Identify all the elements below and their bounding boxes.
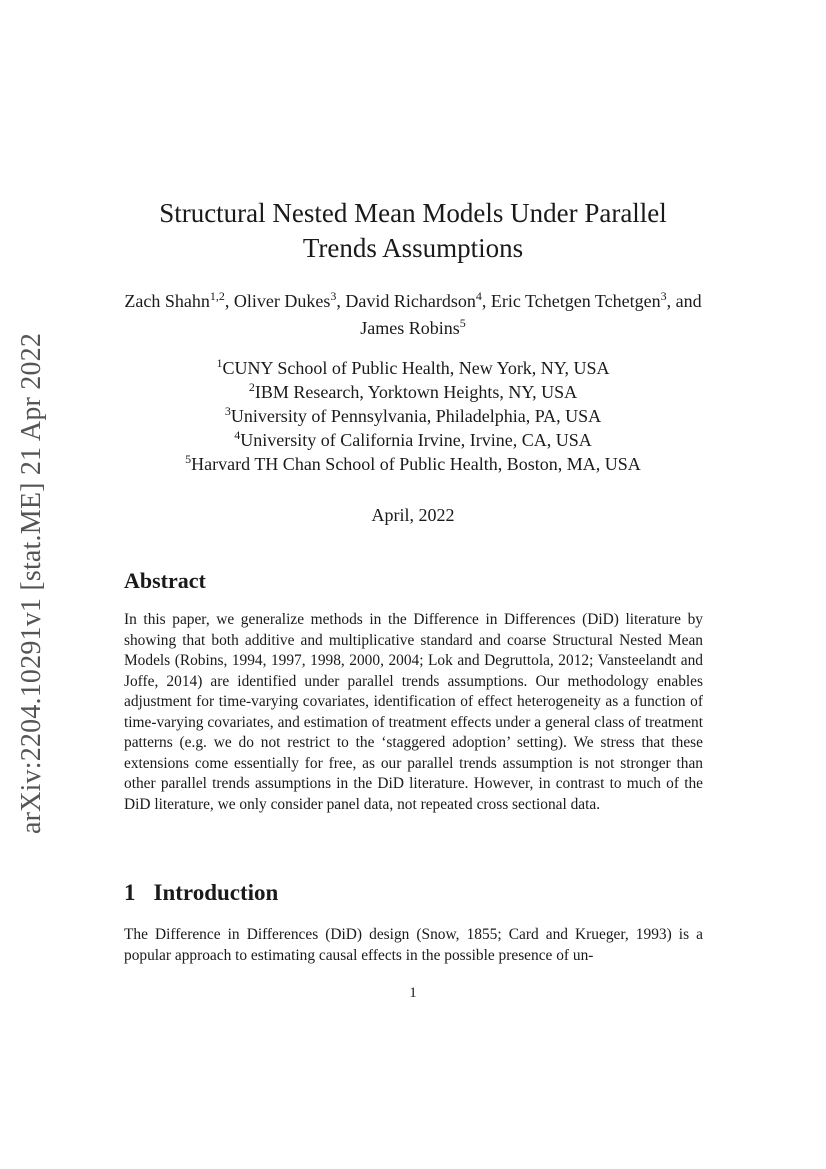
affiliation-list (120, 356, 706, 476)
author-affiliation-marker: 4 (475, 289, 482, 303)
introduction-body: The Difference in Differences (DiD) design (Snow, 1855; Card and Krueger, 1993) is a popular approach to estimating causal effects in the possible presence of un- (124, 926, 703, 964)
affiliation-item: $^4$University of California Irvine, Irvine, CA, USA (234, 428, 592, 450)
publication-date: April, 2022 (371, 505, 455, 525)
paper-title (100, 196, 726, 266)
section-title: Introduction (153, 880, 279, 905)
author-affiliation-marker: 3 (330, 289, 337, 303)
affiliation-item: $^5$Harvard TH Chan School of Public Health, Boston, MA, USA (185, 452, 641, 474)
author-affiliation-marker: 1,2 (209, 289, 225, 303)
title-line-1: Structural Nested Mean Models Under Parallel (159, 198, 667, 228)
affiliation-item: $^1$CUNY School of Public Health, New York, NY, USA (216, 356, 610, 378)
title-line-2: Trends Assumptions (302, 233, 524, 263)
affiliation-item: $^3$University of Pennsylvania, Philadelphia, PA, USA (224, 404, 602, 426)
author-affiliation-marker: 5 (459, 316, 466, 330)
page-number: 1 (409, 985, 417, 1001)
author-name: Zach Shahn (124, 291, 210, 311)
arxiv-identifier: arXiv:2204.10291v1 [stat.ME] 21 Apr 2022 (16, 332, 47, 834)
author-name: James Robins (360, 318, 460, 338)
abstract-body: In this paper, we generalize methods in the Difference in Differences (DiD) literature by showing that both additive and multiplicative standard and coarse Structural Nested Mean Models (Robins, 1994, 1997, 1998, 2000, 2004; Lok and Degruttola, 2012; Vansteelandt and Joffe, 2014) are identified under parallel trends assumptions. Our methodology enables adjustment for time-varying covariates, identification of effect heterogeneity as a function of time-varying covariates, and estimation of treatment effects under a general class of treatment patterns (e.g. we do not restrict to the ‘staggered adoption’ setting). We stress that these extensions come essentially for free, as our parallel trends assumption is not stronger than other parallel trends assumptions in the DiD literature. However, in contrast to much of the DiD literature, we only consider panel data, not repeated cross sectional data. (124, 611, 703, 813)
section-number: 1 (124, 880, 136, 905)
affiliation-item: $^2$IBM Research, Yorktown Heights, NY, USA (248, 380, 578, 402)
author-name: David Richardson (345, 291, 476, 311)
author-name: Eric Tchetgen Tchetgen (490, 291, 661, 311)
section-heading-introduction (124, 880, 278, 906)
arxiv-sidebar-stamp (6, 327, 66, 834)
author-affiliation-marker: 3 (660, 289, 667, 303)
author-name: Oliver Dukes (233, 291, 331, 311)
abstract-heading: Abstract (124, 568, 206, 593)
author-list: Zach Shahn$^{1,2}$, Oliver Dukes$^3$, David Richardson$^4$, Eric Tchetgen Tchetgen$^3$, and James Robins$^5$ (124, 289, 702, 338)
